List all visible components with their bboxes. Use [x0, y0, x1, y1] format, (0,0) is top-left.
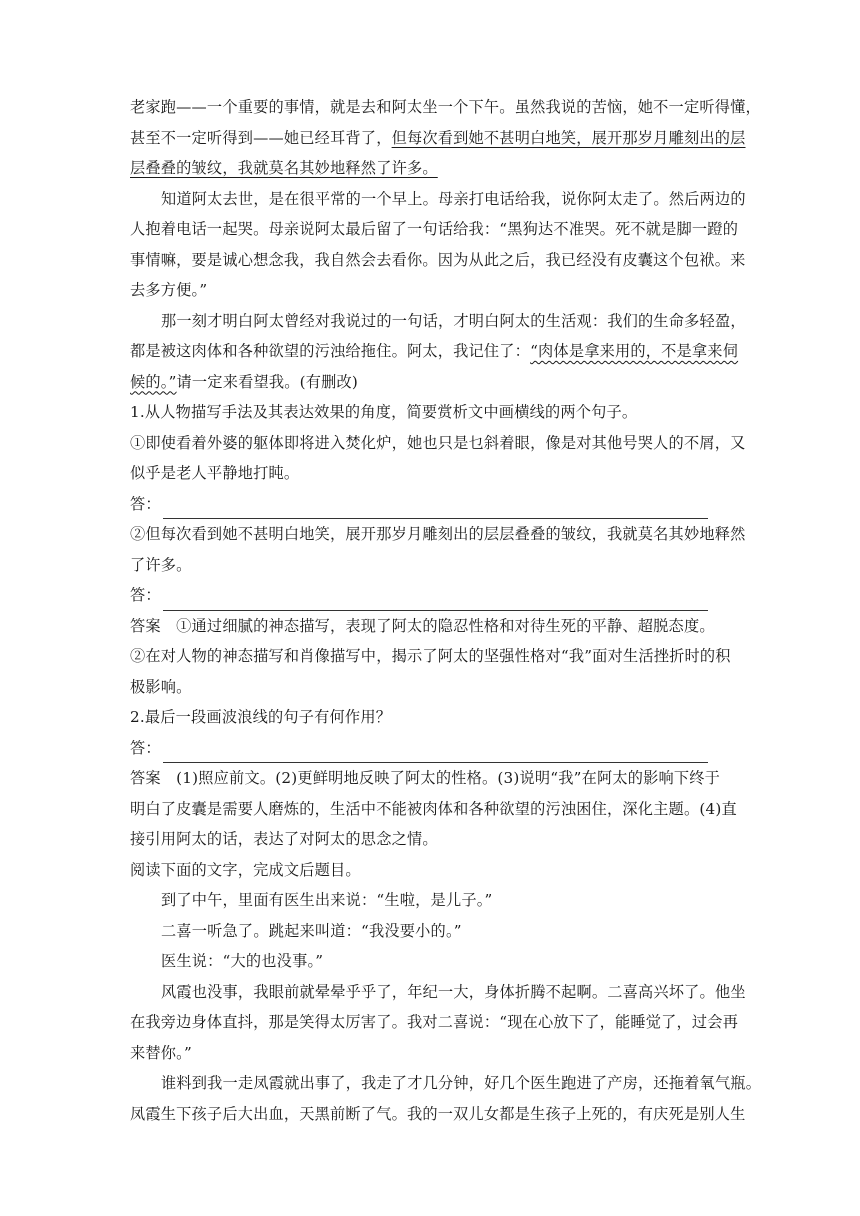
text-line: ①即使看着外婆的躯体即将进入焚化炉，她也只是乜斜着眼，像是对其他号哭人的不屑，又	[130, 433, 746, 452]
wavy-underlined-sentence: 候的。”	[130, 372, 177, 391]
text-span: 请一定来看望我。(有删改)	[176, 372, 359, 391]
text-line: 凤霞生下孩子后大出血，天黑前断了气。我的一双儿女都是生孩子上死的，有庆死是别人生	[130, 1104, 746, 1123]
reading-instruction: 阅读下面的文字，完成文后题目。	[130, 860, 361, 879]
text-line: 在我旁边身体直抖，那是笑得太厉害了。我对二喜说：“现在心放下了，能睡觉了，过会再	[130, 1013, 739, 1031]
text-line: 人抱着电话一起哭。母亲说阿太最后留了一句话给我：“黑狗达不准哭。死不就是脚一蹬的	[130, 220, 739, 238]
text-line: 事情嘛，要是诚心想念我，我自然会去看你。因为从此之后，我已经没有皮囊这个包袱。来	[130, 250, 746, 269]
text-line: 到了中午，里面有医生出来说：“生啦，是儿子。”	[161, 891, 493, 909]
answer-label: 答：	[130, 586, 161, 604]
underlined-sentence: 层叠叠的皱纹，我就莫名其妙地释然了许多。	[130, 159, 438, 177]
answer-blank[interactable]	[163, 498, 708, 519]
text-line: ②但每次看到她不甚明白地笑，展开那岁月雕刻出的层层叠叠的皱纹，我就莫名其妙地释然	[130, 525, 746, 543]
text-line	[130, 367, 730, 398]
answer-line	[130, 489, 730, 520]
text-line: 了许多。	[130, 555, 192, 574]
answer-key-line: 接引用阿太的话，表达了对阿太的思念之情。	[130, 830, 438, 848]
answer-blank[interactable]	[163, 590, 708, 611]
text-line: 医生说：“大的也没事。”	[161, 952, 324, 970]
underlined-sentence: 但每次看到她不甚明白地笑，展开那岁月雕刻出的层	[391, 128, 746, 147]
text-line: 二喜一听急了。跳起来叫道：“我没要小的。”	[161, 921, 462, 940]
answer-line	[130, 580, 730, 611]
text-line: 那一刻才明白阿太曾经对我说过的一句话，才明白阿太的生活观：我们的生命多轻盈，	[161, 311, 746, 330]
answer-line	[130, 733, 730, 764]
text-line: 谁料到我一走凤霞就出事了，我走了才几分钟，好几个医生跑进了产房，还拖着氧气瓶。	[161, 1074, 762, 1092]
text-line	[130, 153, 730, 184]
text-span: 甚至不一定听得到——她已经耳背了，	[130, 128, 392, 147]
text-line	[130, 336, 739, 367]
answer-key-line: 极影响。	[130, 677, 192, 696]
answer-key-line: ②在对人物的神态描写和肖像描写中，揭示了阿太的坚强性格对“我”面对生活挫折时的积	[130, 647, 731, 665]
answer-key-line: 答案 ①通过细腻的神态描写，表现了阿太的隐忍性格和对待生死的平静、超脱态度。	[130, 616, 715, 635]
text-line: 老家跑——一个重要的事情，就是去和阿太坐一个下午。虽然我说的苦恼，她不一定听得懂，	[130, 98, 761, 116]
answer-label: 答：	[130, 494, 161, 513]
question-title: 1.从人物描写手法及其表达效果的角度，简要赏析文中画横线的两个句子。	[130, 403, 638, 421]
text-line: 去多方便。”	[130, 281, 208, 299]
answer-key-line: 答案 (1)照应前文。(2)更鲜明地反映了阿太的性格。(3)说明“我”在阿太的影响下终于	[130, 769, 721, 787]
question-title: 2.最后一段画波浪线的句子有何作用？	[130, 708, 392, 726]
text-line: 似乎是老人平静地打盹。	[130, 464, 300, 482]
wavy-underlined-sentence: “肉体是拿来用的，不是拿来伺	[530, 342, 739, 360]
text-line: 风霞也没事，我眼前就晕晕乎乎了，年纪一大，身体折腾不起啊。二喜高兴坏了。他坐	[161, 982, 746, 1001]
text-line: 知道阿太去世，是在很平常的一个早上。母亲打电话给我，说你阿太走了。然后两边的	[161, 189, 746, 208]
answer-key-line: 明白了皮囊是需要人磨炼的，生活中不能被肉体和各种欲望的污浊困住，深化主题。(4)直	[130, 799, 737, 818]
answer-label: 答：	[130, 738, 161, 757]
answer-blank[interactable]	[163, 742, 708, 763]
text-line: 来替你。”	[130, 1043, 192, 1062]
text-span: 都是被这肉体和各种欲望的污浊给拖住。阿太，我记住了：	[130, 342, 531, 360]
document-page	[130, 92, 762, 1129]
text-line	[130, 123, 746, 154]
